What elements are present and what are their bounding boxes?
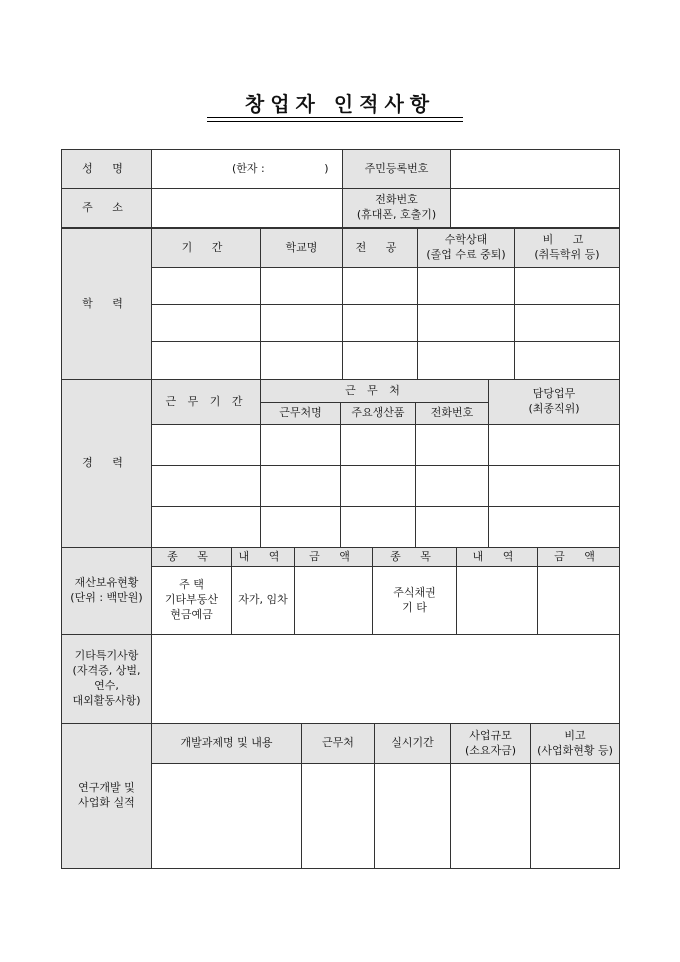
career-cell[interactable] [416, 425, 489, 466]
research-label-line1: 연구개발 및 [78, 781, 135, 795]
prop-kind-realestate: 기타부동산 [164, 593, 219, 607]
career-cell[interactable] [489, 466, 620, 507]
prop-left-amount[interactable] [295, 567, 373, 635]
career-cell[interactable] [489, 507, 620, 548]
research-scale-line2: (소요자금) [464, 743, 517, 757]
phone-field[interactable] [451, 189, 620, 228]
career-table [61, 379, 620, 548]
research-table [61, 723, 620, 869]
prop-kind-cash: 현금예금 [170, 607, 213, 621]
research-header-note [531, 724, 620, 764]
research-header-project: 개발과제명 및 내용 [152, 724, 302, 764]
career-header-workplace: 근 무 처 [261, 380, 489, 403]
other-label-line4: 대외활동사항) [72, 693, 141, 707]
prop-kind-other: 기 타 [402, 600, 427, 614]
edu-header-school: 학교명 [261, 229, 343, 268]
research-cell[interactable] [531, 764, 620, 869]
address-field[interactable] [152, 189, 343, 228]
edu-cell[interactable] [343, 305, 418, 342]
phone-label-line2: (휴대폰, 호출기) [356, 208, 437, 221]
phone-label [343, 189, 451, 228]
reg-no-field[interactable] [451, 150, 620, 189]
other-label-line1: 기타특기사항 [74, 649, 139, 663]
career-cell[interactable] [152, 466, 261, 507]
page-title: 창업자 인적사항 [244, 92, 436, 116]
career-cell[interactable] [261, 425, 341, 466]
prop-header-amount: 금 액 [295, 548, 373, 567]
edu-cell[interactable] [261, 268, 343, 305]
title-underline-second [207, 121, 463, 122]
career-cell[interactable] [341, 425, 416, 466]
research-cell[interactable] [302, 764, 375, 869]
edu-cell[interactable] [261, 305, 343, 342]
career-cell[interactable] [341, 507, 416, 548]
research-cell[interactable] [152, 764, 302, 869]
title-underline [207, 117, 463, 118]
career-header-product: 주요생산품 [341, 403, 416, 425]
hanja-close: ) [324, 161, 329, 175]
prop-left-detail[interactable]: 자가, 임차 [232, 567, 295, 635]
edu-cell[interactable] [515, 305, 620, 342]
prop-right-detail[interactable] [457, 567, 538, 635]
other-label [62, 635, 152, 724]
other-label-line2: (자격증, 상벌, [72, 664, 141, 678]
research-scale-line1: 사업규모 [469, 728, 512, 742]
career-header-period: 근 무 기 간 [152, 380, 261, 425]
edu-cell[interactable] [515, 342, 620, 380]
edu-note-line2: (취득학위 등) [534, 248, 600, 261]
phone-label-line1: 전화번호 [375, 193, 418, 207]
prop-right-kinds [373, 567, 457, 635]
research-label-line2: 사업화 실적 [78, 796, 135, 809]
property-label-line2: (단위 : 백만원) [70, 591, 143, 604]
career-cell[interactable] [341, 466, 416, 507]
research-header-scale [451, 724, 531, 764]
edu-header-period: 기 간 [152, 229, 261, 268]
career-header-workplace-name: 근무처명 [261, 403, 341, 425]
address-label: 주 소 [62, 189, 152, 228]
prop-right-amount[interactable] [538, 567, 620, 635]
edu-header-major: 전 공 [343, 229, 418, 268]
other-label-line3: 연수, [94, 679, 119, 692]
career-cell[interactable] [152, 507, 261, 548]
prop-kind-house: 주 택 [179, 578, 204, 592]
prop-header-kind: 종 목 [152, 548, 232, 567]
edu-cell[interactable] [418, 342, 515, 380]
career-cell[interactable] [261, 507, 341, 548]
hanja-label: (한자 : [232, 161, 265, 175]
edu-status-line2: (졸업 수료 중퇴) [426, 248, 506, 261]
prop-header-detail2: 내 역 [457, 548, 538, 567]
edu-cell[interactable] [343, 268, 418, 305]
career-cell[interactable] [416, 466, 489, 507]
edu-cell[interactable] [343, 342, 418, 380]
career-cell[interactable] [489, 425, 620, 466]
name-label: 성 명 [62, 150, 152, 189]
property-table [61, 547, 620, 635]
research-note-line2: (사업화현황 등) [537, 743, 613, 757]
basic-info-table [61, 149, 620, 228]
edu-cell[interactable] [418, 268, 515, 305]
edu-cell[interactable] [515, 268, 620, 305]
career-duty-line2: (최종직위) [528, 402, 580, 415]
research-header-period: 실시기간 [375, 724, 451, 764]
prop-header-kind2: 종 목 [373, 548, 457, 567]
edu-status-line1: 수학상태 [444, 233, 488, 247]
edu-note-line1: 비 고 [542, 233, 592, 247]
edu-header-status [418, 229, 515, 268]
research-cell[interactable] [451, 764, 531, 869]
research-header-workplace: 근무처 [302, 724, 375, 764]
research-cell[interactable] [375, 764, 451, 869]
reg-no-label: 주민등록번호 [343, 150, 451, 189]
edu-header-note [515, 229, 620, 268]
career-section-label: 경 력 [62, 380, 152, 548]
prop-kind-stocks: 주식채권 [393, 585, 436, 599]
career-cell[interactable] [261, 466, 341, 507]
other-field[interactable] [152, 635, 620, 724]
edu-cell[interactable] [152, 342, 261, 380]
education-table [61, 228, 620, 380]
career-header-phone: 전화번호 [416, 403, 489, 425]
edu-cell[interactable] [418, 305, 515, 342]
career-header-duty [489, 380, 620, 425]
prop-header-amount2: 금 액 [538, 548, 620, 567]
prop-left-kinds [152, 567, 232, 635]
research-label [62, 724, 152, 869]
edu-cell[interactable] [152, 305, 261, 342]
prop-header-detail: 내 역 [232, 548, 295, 567]
career-cell[interactable] [416, 507, 489, 548]
edu-cell[interactable] [261, 342, 343, 380]
career-duty-line1: 담당업무 [532, 387, 576, 401]
name-field[interactable] [152, 150, 343, 189]
career-cell[interactable] [152, 425, 261, 466]
property-label-line1: 재산보유현황 [74, 576, 139, 590]
research-note-line1: 비고 [564, 728, 586, 742]
education-section-label: 학 력 [62, 229, 152, 380]
property-section-label [62, 548, 152, 635]
other-table [61, 634, 620, 724]
edu-cell[interactable] [152, 268, 261, 305]
